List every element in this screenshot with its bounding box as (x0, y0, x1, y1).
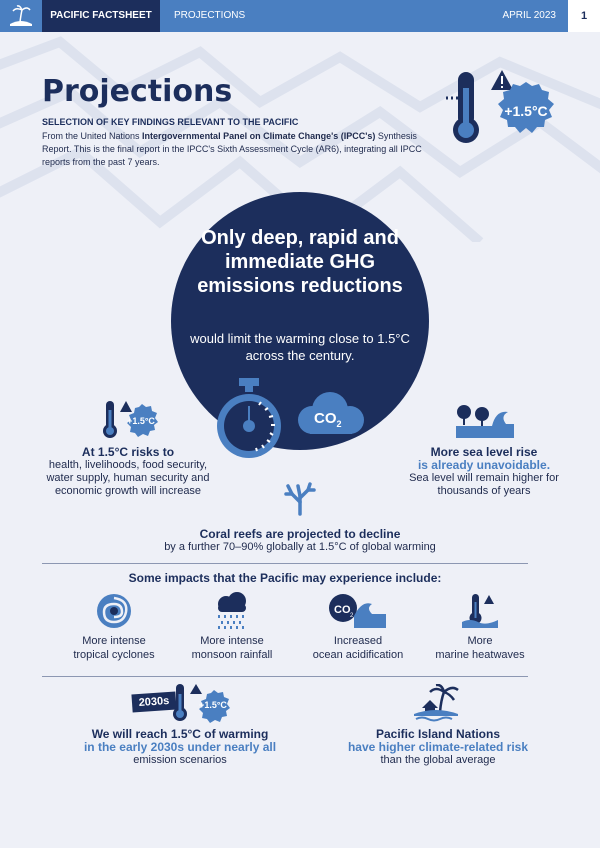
svg-text:CO: CO (334, 604, 351, 616)
sea-level-text: Sea level will remain higher for thousands of years (409, 472, 559, 497)
impact-acidification (298, 592, 418, 662)
co2-label: $CO_2$ (314, 410, 342, 429)
impact-heatwaves-line1: More (467, 635, 493, 647)
impact-cyclones (54, 592, 174, 662)
impact-acidification-line1: Increased (333, 635, 383, 647)
islands-block (318, 728, 558, 767)
coral-icon (282, 482, 318, 516)
warming-highlight: in the early 2030s under nearly all (83, 740, 277, 754)
warming-heading: We will reach 1.5°C of warming (91, 727, 269, 741)
page-subtitle: SELECTION OF KEY FINDINGS RELEVANT TO THE PACIFIC (42, 117, 299, 127)
sea-level-block (398, 446, 570, 498)
key-message-subtext: would limit the warming close to 1.5°C across the century. (190, 331, 410, 363)
impact-rainfall-line2: monsoon rainfall (191, 649, 273, 661)
divider-bottom (42, 676, 528, 677)
island-logo-icon (8, 4, 34, 28)
top-badge-label: +1.5°C (504, 103, 548, 119)
sea-level-heading: More sea level rise (430, 445, 538, 459)
islands-heading: Pacific Island Nations (375, 727, 501, 741)
risks-heading: At 1.5°C risks to (81, 445, 175, 459)
sea-level-wave-icon (452, 400, 516, 440)
header-date: APRIL 2023 (502, 10, 556, 21)
divider-top (42, 563, 528, 564)
warming-text: emission scenarios (133, 754, 227, 766)
island-palm-icon (412, 684, 460, 724)
intro-text: From the United Nations Intergovernmental Panel on Climate Change's (IPCC's) Synthesis Report. This is the final report in the IPCC's Sixth Assessment Cycle (AR6), integrating all IPCC reports from the past 7 years. (42, 131, 422, 167)
islands-text: than the global average (380, 754, 496, 766)
warming-block (60, 728, 300, 767)
tab-pacific-factsheet[interactable]: PACIFIC FACTSHEET (42, 0, 160, 32)
key-message-headline: Only deep, rapid and immediate GHG emissions reductions (197, 227, 403, 297)
coral-text: by a further 70–90% globally at 1.5°C of global warming (164, 541, 436, 553)
page-title: Projections (42, 74, 233, 109)
impact-cyclones-line1: More intense (82, 635, 146, 647)
impact-heatwaves (420, 592, 540, 662)
impacts-title: Some impacts that the Pacific may experience include: (128, 571, 442, 585)
warming-badge-label: +1.5°C (199, 700, 227, 710)
sea-level-highlight: is already unavoidable. (417, 458, 551, 472)
page-number: 1 (568, 0, 600, 32)
impact-rainfall (172, 592, 292, 662)
header-bar (0, 0, 600, 32)
islands-highlight: have higher climate-related risk (347, 740, 529, 754)
year-badge: 2030s (131, 691, 176, 712)
svg-text:2: 2 (350, 613, 354, 619)
risks-badge-label: +1.5°C (127, 416, 155, 426)
cyclone-icon (92, 592, 136, 630)
rain-cloud-icon (210, 592, 254, 630)
risks-text: health, livelihoods, food security, water supply, human security and economic growth will increase (46, 459, 210, 497)
tab-projections[interactable]: PROJECTIONS (174, 10, 246, 21)
stopwatch-icon (207, 378, 291, 458)
coral-heading: Coral reefs are projected to decline (199, 527, 401, 541)
thermometer-wave-icon (458, 592, 502, 630)
coral-block (100, 528, 500, 554)
impact-heatwaves-line2: marine heatwaves (435, 649, 525, 661)
impact-rainfall-line1: More intense (200, 635, 264, 647)
impact-cyclones-line2: tropical cyclones (73, 649, 155, 661)
risks-block (40, 446, 216, 498)
ocean-co2-icon (328, 592, 388, 630)
impact-acidification-line2: ocean acidification (312, 649, 404, 661)
